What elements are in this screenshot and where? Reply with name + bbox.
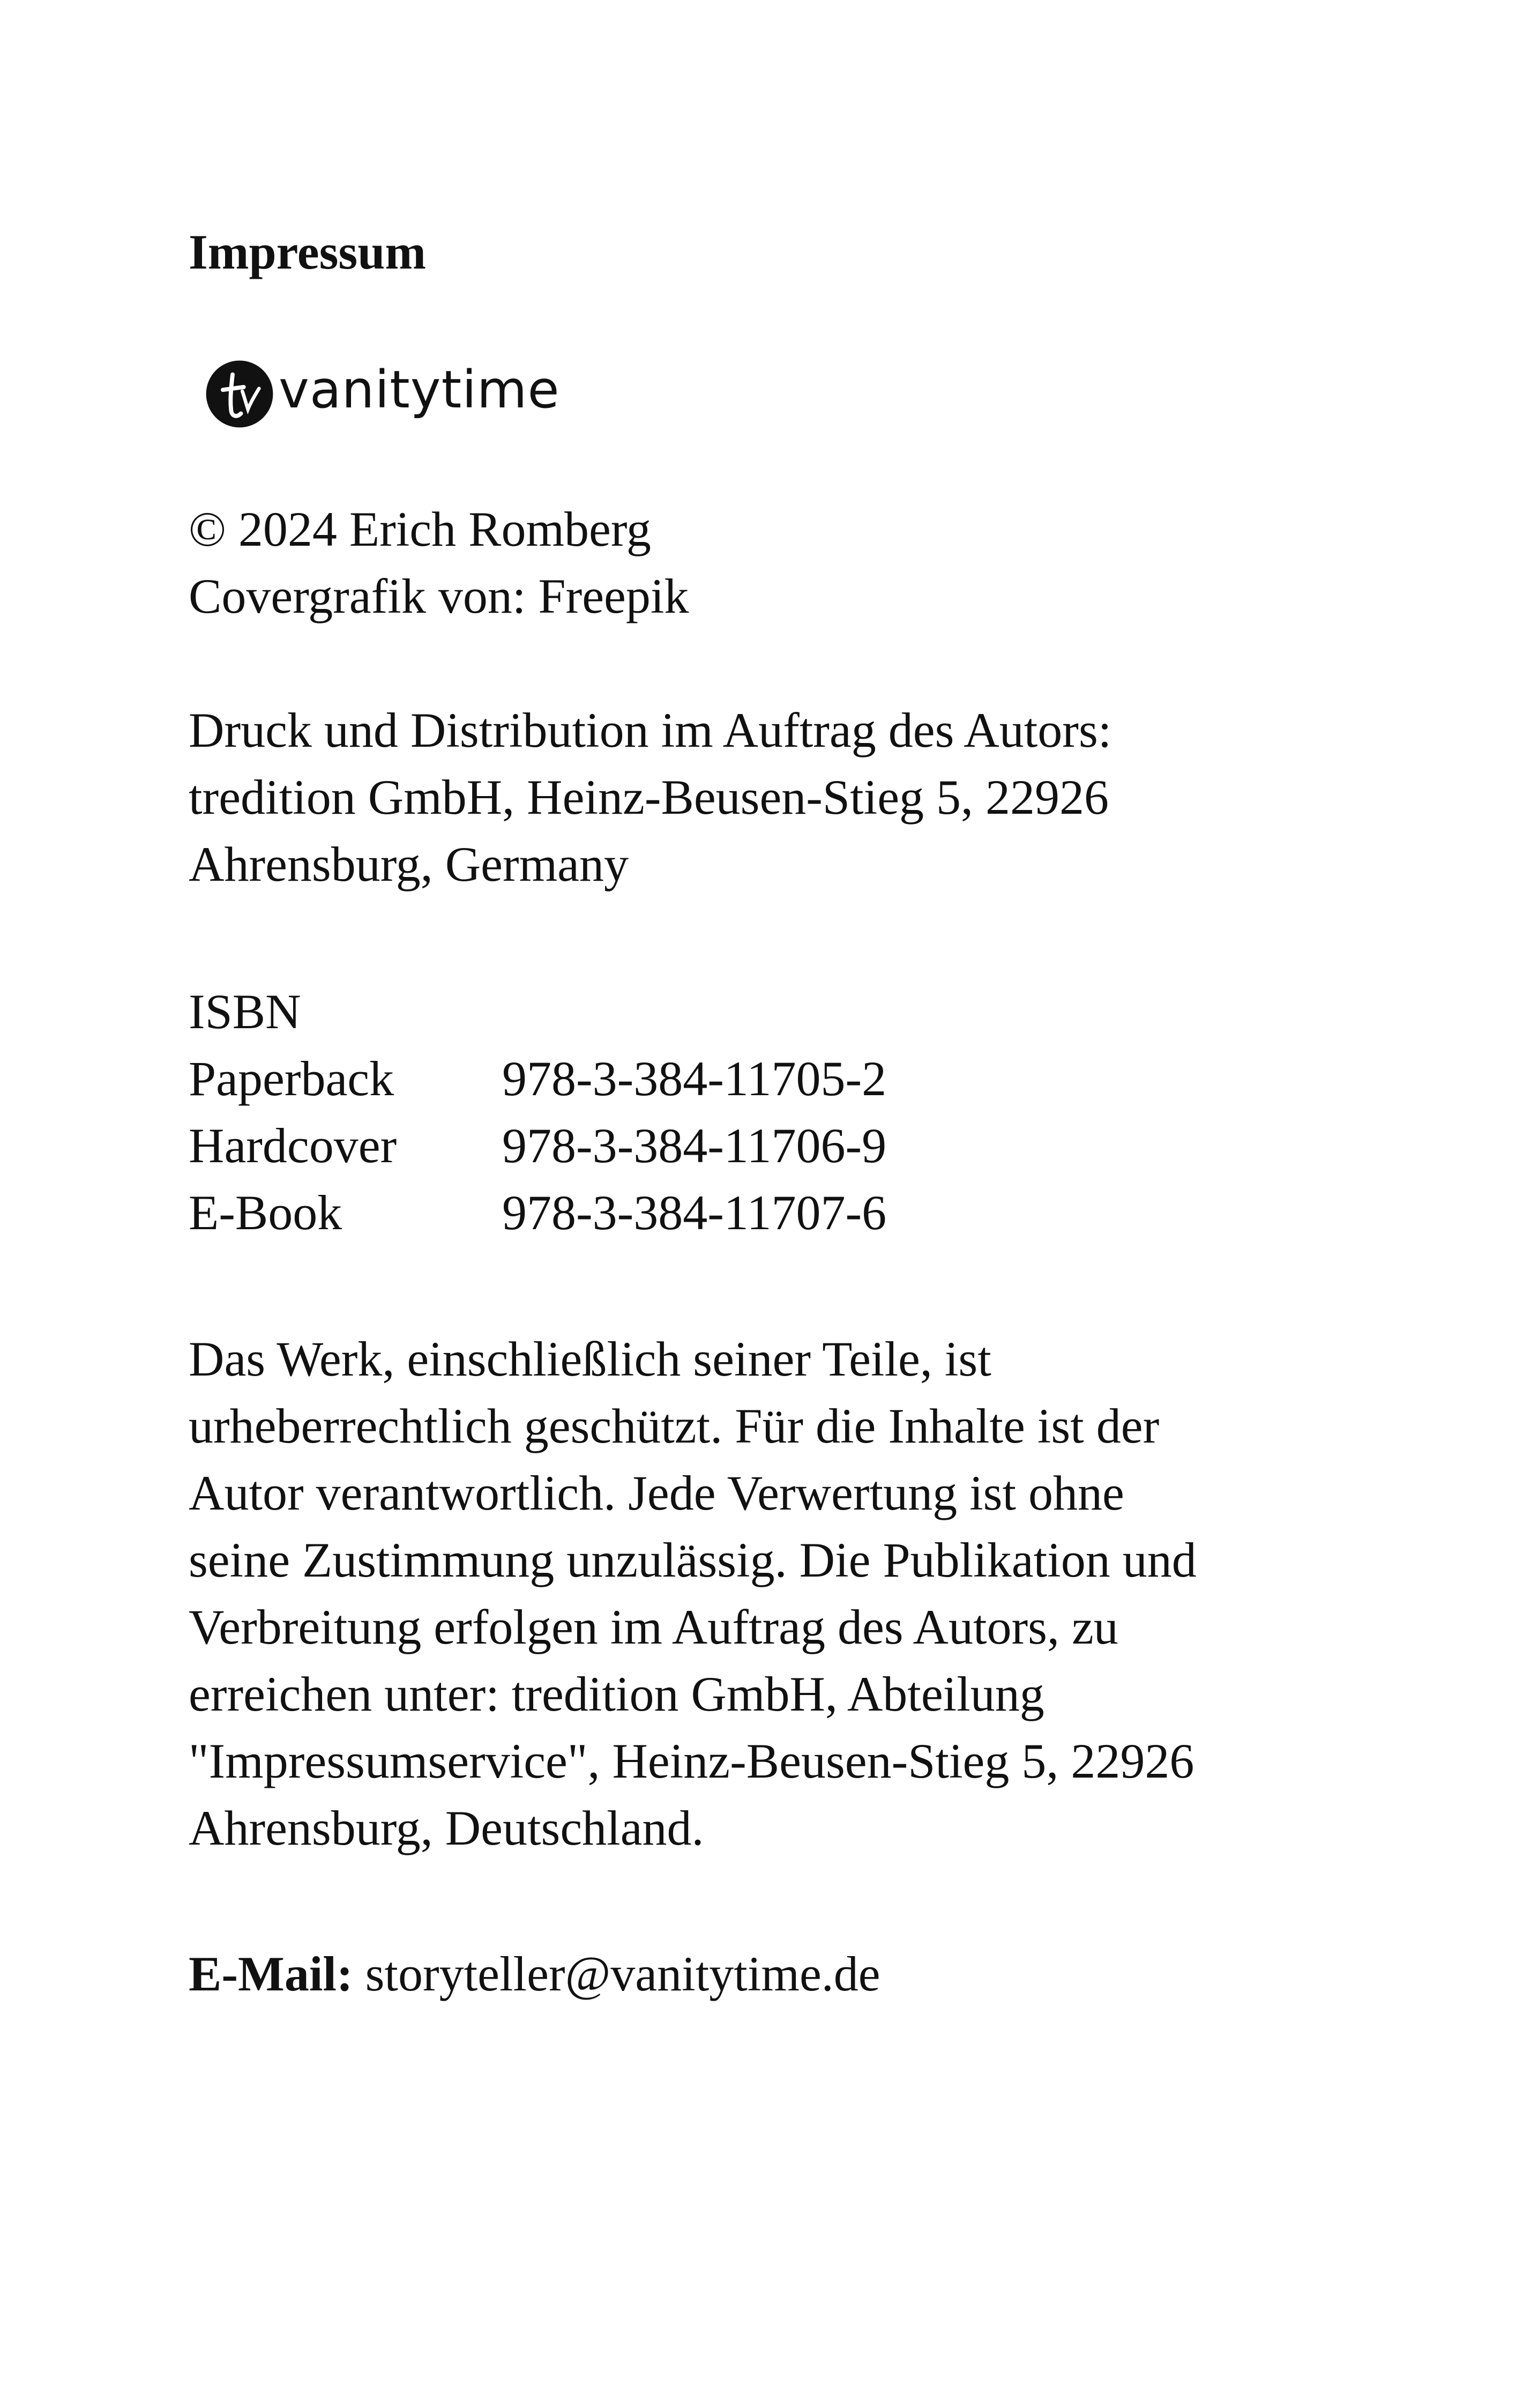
isbn-format-label: Hardcover — [189, 1118, 397, 1173]
isbn-row — [189, 1179, 886, 1246]
logo-text: vanitytime — [279, 360, 560, 420]
legal-line: erreichen unter: tredition GmbH, Abteilung — [189, 1667, 1044, 1721]
isbn-row — [189, 1112, 886, 1179]
isbn-block — [189, 978, 886, 1246]
email-label: E-Mail: — [189, 1946, 353, 2001]
legal-notice-block — [189, 1326, 1197, 1862]
copyright-block — [189, 496, 689, 630]
print-line: Ahrensburg, Germany — [189, 837, 629, 891]
print-line: tredition GmbH, Heinz-Beusen-Stieg 5, 22926 — [189, 770, 1109, 824]
legal-line: urheberrechtlich geschützt. Für die Inhalte ist der — [189, 1399, 1160, 1453]
page-title: Impressum — [189, 225, 427, 279]
email-line — [189, 1941, 880, 2008]
print-distribution-block — [189, 697, 1111, 898]
isbn-format-label: E-Book — [189, 1185, 342, 1240]
legal-line: Verbreitung erfolgen im Auftrag des Autors, zu — [189, 1600, 1118, 1654]
publisher-logo — [205, 354, 560, 434]
legal-line: "Impressumservice", Heinz-Beusen-Stieg 5, 22926 — [189, 1734, 1194, 1788]
email-address: storyteller@vanitytime.de — [365, 1946, 880, 2001]
isbn-number: 978-3-384-11706-9 — [502, 1118, 887, 1173]
isbn-format-label: Paperback — [189, 1051, 394, 1106]
tv-monogram-icon — [205, 359, 274, 429]
cover-credit-line: Covergrafik von: Freepik — [189, 569, 689, 623]
isbn-number: 978-3-384-11707-6 — [502, 1185, 887, 1240]
legal-line: Autor verantwortlich. Jede Verwertung ist ohne — [189, 1466, 1124, 1520]
copyright-line: © 2024 Erich Romberg — [189, 502, 651, 556]
print-line: Druck und Distribution im Auftrag des Autors: — [189, 703, 1112, 757]
email-block — [189, 1941, 880, 2008]
legal-line: Das Werk, einschließlich seiner Teile, ist — [189, 1332, 991, 1386]
legal-line: Ahrensburg, Deutschland. — [189, 1801, 704, 1855]
isbn-number: 978-3-384-11705-2 — [502, 1051, 887, 1106]
isbn-title: ISBN — [189, 984, 301, 1039]
isbn-row — [189, 1045, 886, 1112]
legal-line: seine Zustimmung unzulässig. Die Publikation und — [189, 1533, 1197, 1587]
